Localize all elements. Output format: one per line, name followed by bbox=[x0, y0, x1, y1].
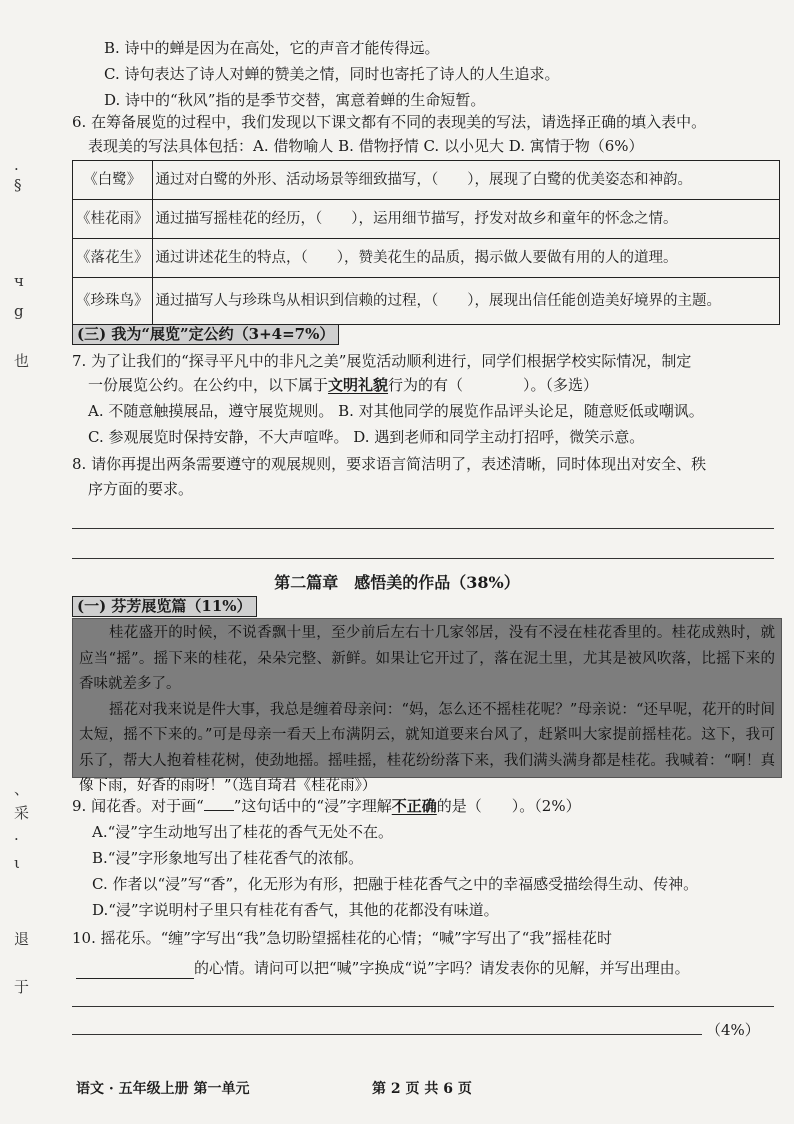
table-cell-desc[interactable]: 通过对白鹭的外形、活动场景等细致描写，（ ），展现了白鹭的优美姿态和神韵。 bbox=[152, 161, 780, 200]
passage-paragraph: 桂花盛开的时候，不说香飘十里，至少前后左右十几家邻居，没有不浸在桂花香里的。桂花成熟时，就应当“摇”。摇下来的桂花，朵朵完整、新鲜。如果让它开过了，落在泥土里，尤其是被风吹落，比摇下来的香味就差多了。 bbox=[79, 625, 775, 692]
q7-underlined-term: 文明礼貌 bbox=[328, 376, 389, 394]
reading-passage bbox=[72, 618, 782, 794]
footer-subject: 语文 · 五年级上册 第一单元 bbox=[76, 1081, 250, 1097]
q6-options: 表现美的写法具体包括：A. 借物喻人 B. 借物抒情 C. 以小见大 D. 寓情于物（6%） bbox=[88, 137, 644, 155]
q9-option-d: D.“浸”字说明村子里只有桂花有香气，其他的花都没有味道。 bbox=[92, 901, 499, 919]
table-cell-title: 《白鹭》 bbox=[73, 161, 153, 200]
q9-answer-blank[interactable]: 的是（ ）。（2%） bbox=[436, 797, 581, 815]
q8-line1: 8. 请你再提出两条需要遵守的观展规则，要求语言简洁明了，表述清晰，同时体现出对安全、秩 bbox=[72, 455, 707, 473]
margin-fragment: 采 bbox=[14, 804, 30, 822]
q9-stem-mid: ”这句话中的“浸”字理解 bbox=[233, 797, 392, 815]
q9-quote-blank bbox=[204, 810, 234, 811]
table-cell-desc[interactable]: 通过描写摇桂花的经历，（ ），运用细节描写，抒发对故乡和童年的怀念之情。 bbox=[152, 200, 780, 239]
table-cell-desc[interactable]: 通过讲述花生的特点，（ ），赞美花生的品质，揭示做人要做有用的人的道理。 bbox=[152, 239, 780, 278]
q10-line2-text: 的心情。请问可以把“喊”字换成“说”字吗？请发表你的见解，并写出理由。 bbox=[194, 959, 690, 977]
q7-answer-blank[interactable]: 行为的有（ ）。（多选） bbox=[388, 376, 599, 394]
q10-answer-line[interactable] bbox=[72, 1034, 702, 1035]
q7-options-ab: A. 不随意触摸展品，遵守展览规则。 B. 对其他同学的展览作品评头论足，随意贬低或嘲讽。 bbox=[88, 402, 704, 420]
margin-fragment: § bbox=[14, 176, 22, 194]
section-heading: (三) 我为“展览”定公约（3+4=7%） bbox=[72, 324, 339, 345]
table-row bbox=[73, 239, 780, 278]
q7-options-cd: C. 参观展览时保持安静，不大声喧哗。 D. 遇到老师和同学主动打招呼，微笑示意。 bbox=[88, 428, 645, 446]
q9-option-c: C. 作者以“浸”写“香”，化无形为有形，把融于桂花香气之中的幸福感受描绘得生动、传神。 bbox=[92, 875, 699, 893]
q10-score: （4%） bbox=[706, 1021, 760, 1039]
table-row bbox=[73, 161, 780, 200]
q6-stem: 6. 在筹备展览的过程中，我们发现以下课文都有不同的表现美的写法，请选择正确的填入表中。 bbox=[72, 113, 707, 131]
q5-option-d: D. 诗中的“秋风”指的是季节交替，寓意着蝉的生命短暂。 bbox=[104, 91, 486, 109]
margin-fragment: 于 bbox=[14, 978, 30, 996]
q7-line1: 7. 为了让我们的“探寻平凡中的非凡之美”展览活动顺利进行，同学们根据学校实际情况，制定 bbox=[72, 352, 692, 370]
section-heading: (一) 芬芳展览篇（11%） bbox=[72, 596, 257, 617]
margin-fragment: · bbox=[14, 160, 19, 178]
table-row bbox=[73, 200, 780, 239]
q9-underlined-term: 不正确 bbox=[391, 797, 437, 815]
margin-fragment: g bbox=[14, 302, 24, 320]
margin-fragment: 、 bbox=[14, 780, 30, 798]
q9-stem bbox=[72, 796, 581, 816]
q5-option-c: C. 诗句表达了诗人对蝉的赞美之情，同时也寄托了诗人的人生追求。 bbox=[104, 65, 560, 83]
table-cell-title: 《桂花雨》 bbox=[73, 200, 153, 239]
q5-option-b: B. 诗中的蝉是因为在高处，它的声音才能传得远。 bbox=[104, 39, 440, 57]
margin-fragment: · bbox=[14, 830, 19, 848]
margin-fragment: 退 bbox=[14, 930, 30, 948]
q9-stem-pre: 9. 闻花香。对于画“ bbox=[72, 797, 204, 815]
q10-line1: 10. 摇花乐。“缠”字写出“我”急切盼望摇桂花的心情；“喊”字写出了“我”摇桂花时 bbox=[72, 929, 612, 947]
margin-fragment: 也 bbox=[14, 352, 30, 370]
q6-table bbox=[72, 160, 780, 325]
q10-line2 bbox=[76, 958, 690, 979]
q8-line2: 序方面的要求。 bbox=[88, 480, 194, 498]
table-cell-title: 《落花生》 bbox=[73, 239, 153, 278]
q10-answer-line[interactable] bbox=[72, 1006, 774, 1007]
table-cell-title: 《珍珠鸟》 bbox=[73, 278, 153, 325]
chapter-title: 第二篇章 感悟美的作品（38%） bbox=[274, 573, 520, 592]
q7-line2 bbox=[88, 375, 598, 395]
table-row bbox=[73, 278, 780, 325]
passage-paragraph: 摇花对我来说是件大事，我总是缠着母亲问：“妈，怎么还不摇桂花呢？”母亲说：“还早呢，花开的时间太短，摇不下来的。”可是母亲一看天上布满阴云，就知道要来台风了，赶紧叫大家提前摇桂花。这下，我可乐了，帮大人抱着桂花树，使劲地摇。摇哇摇，桂花纷纷落下来，我们满头满身都是桂花。我喊着：“啊！真像下雨，好香的雨呀！”（选自琦君《桂花雨》） bbox=[79, 701, 775, 794]
margin-fragment: ч bbox=[14, 272, 24, 290]
footer-page-number: 第 2 页 共 6 页 bbox=[372, 1081, 472, 1097]
table-cell-desc[interactable]: 通过描写人与珍珠鸟从相识到信赖的过程，（ ），展现出信任能创造美好境界的主题。 bbox=[152, 278, 780, 325]
q7-line2-pre: 一份展览公约。在公约中，以下属于 bbox=[88, 376, 329, 394]
margin-fragment: ι bbox=[14, 854, 20, 872]
q9-option-b: B.“浸”字形象地写出了桂花香气的浓郁。 bbox=[92, 849, 364, 867]
q8-answer-line[interactable] bbox=[72, 528, 774, 529]
q9-option-a: A.“浸”字生动地写出了桂花的香气无处不在。 bbox=[92, 823, 393, 841]
q8-answer-line[interactable] bbox=[72, 558, 774, 559]
q10-fill-blank[interactable] bbox=[76, 958, 194, 979]
